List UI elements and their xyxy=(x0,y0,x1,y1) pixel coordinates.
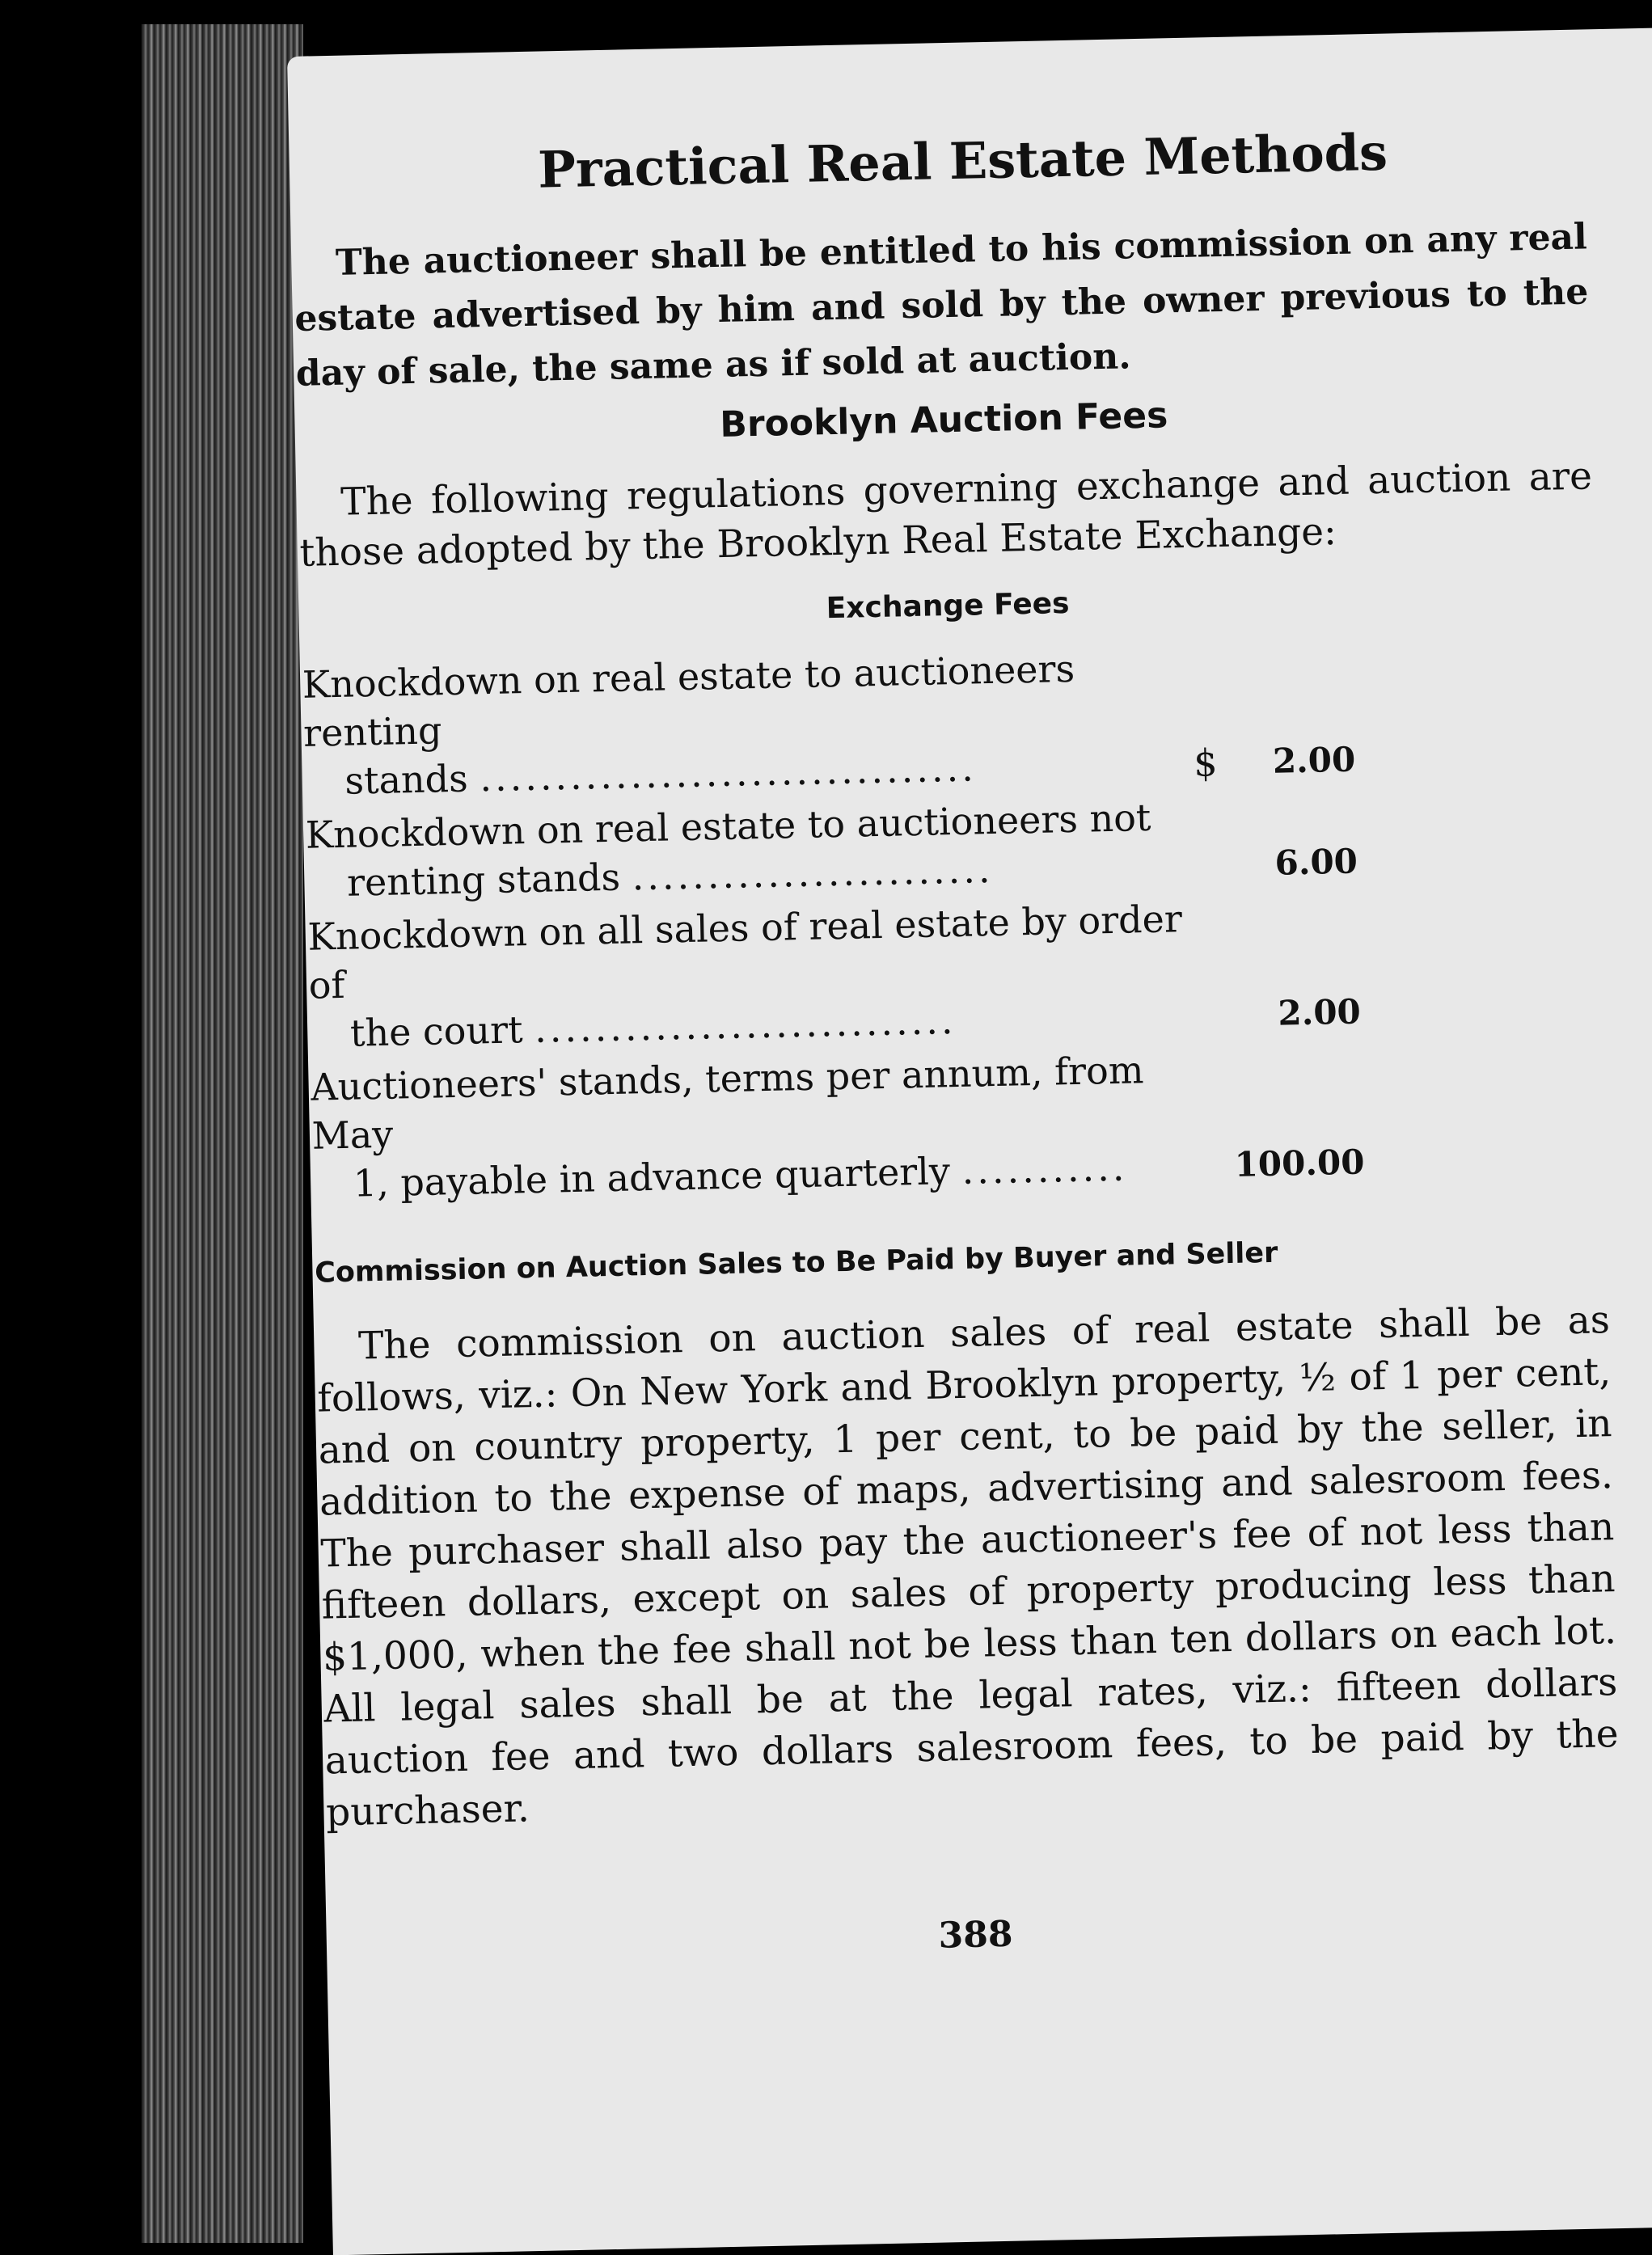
fee-dollar-sign: $ xyxy=(1193,741,1219,785)
commission-title: Commission on Auction Sales to Be Paid by Buyer and Seller xyxy=(314,1236,1278,1290)
fee-row xyxy=(302,633,1598,805)
fee-row xyxy=(307,885,1603,1058)
page-number: 388 xyxy=(938,1913,1013,1957)
fee-amount: 100.00 xyxy=(1234,1142,1365,1185)
exchange-fees-title: Exchange Fees xyxy=(826,586,1070,626)
leader-dots: ........................ xyxy=(632,847,994,899)
section-paragraph: The following regulations governing exchange and auction are those adopted by the Brooklyn Real Estate Exchange: xyxy=(298,454,1593,576)
fee-row xyxy=(311,1036,1607,1208)
intro-paragraph: The auctioneer shall be entitled to his commission on any real estate advertised by him and sold by the owner previous to the day of sale, the same as if sold at auction. xyxy=(294,216,1589,395)
fee-row-line2: renting stands xyxy=(346,855,621,905)
fee-row-line1: Knockdown on real estate to auctioneers not xyxy=(305,795,1151,857)
book-page-edge xyxy=(142,24,303,2243)
fee-row-line2: the court xyxy=(349,1007,524,1055)
commission-paragraph: The commission on auction sales of real estate shall be as follows, viz.: On New York and Brooklyn property, ½ of 1 per cent, and on country property, 1 per cent, to be paid by the seller, in addition to the expense of maps, advertising and salesroom fees. The purchaser shall also pay the auctioneer's fee of not less than fifteen dollars, except on sales of property producing less than $1,000, when the fee shall not be less than ten dollars on each lot. All legal sales shall be at the legal rates, viz.: fifteen dollars auction fee and two dollars salesroom fees, to be paid by the purchaser. xyxy=(316,1298,1620,1835)
leader-dots: ................................. xyxy=(479,745,978,800)
leader-dots: ........... xyxy=(961,1145,1128,1193)
leader-dots: ............................ xyxy=(534,999,957,1051)
fee-amount: 2.00 xyxy=(1277,991,1362,1033)
fee-row-line1: Knockdown on real estate to auctioneers renting xyxy=(302,646,1075,755)
fee-row-line2: 1, payable in advance quarterly xyxy=(353,1149,951,1206)
fee-dollar-sign xyxy=(1202,1189,1235,1190)
fee-amount: 2.00 xyxy=(1272,739,1356,781)
fee-row-line2: stands xyxy=(344,756,469,803)
running-head: Practical Real Estate Methods xyxy=(537,122,1388,200)
fee-amount: 6.00 xyxy=(1274,841,1358,883)
fee-row-line1: Auctioneers' stands, terms per annum, from May xyxy=(310,1048,1144,1158)
fee-row-line1: Knockdown on all sales of real estate by order of xyxy=(306,897,1183,1007)
fee-dollar-sign xyxy=(1199,1039,1232,1040)
exchange-fees-table xyxy=(302,633,1607,1208)
section-title: Brooklyn Auction Fees xyxy=(719,395,1168,446)
page-content xyxy=(291,118,1623,1969)
